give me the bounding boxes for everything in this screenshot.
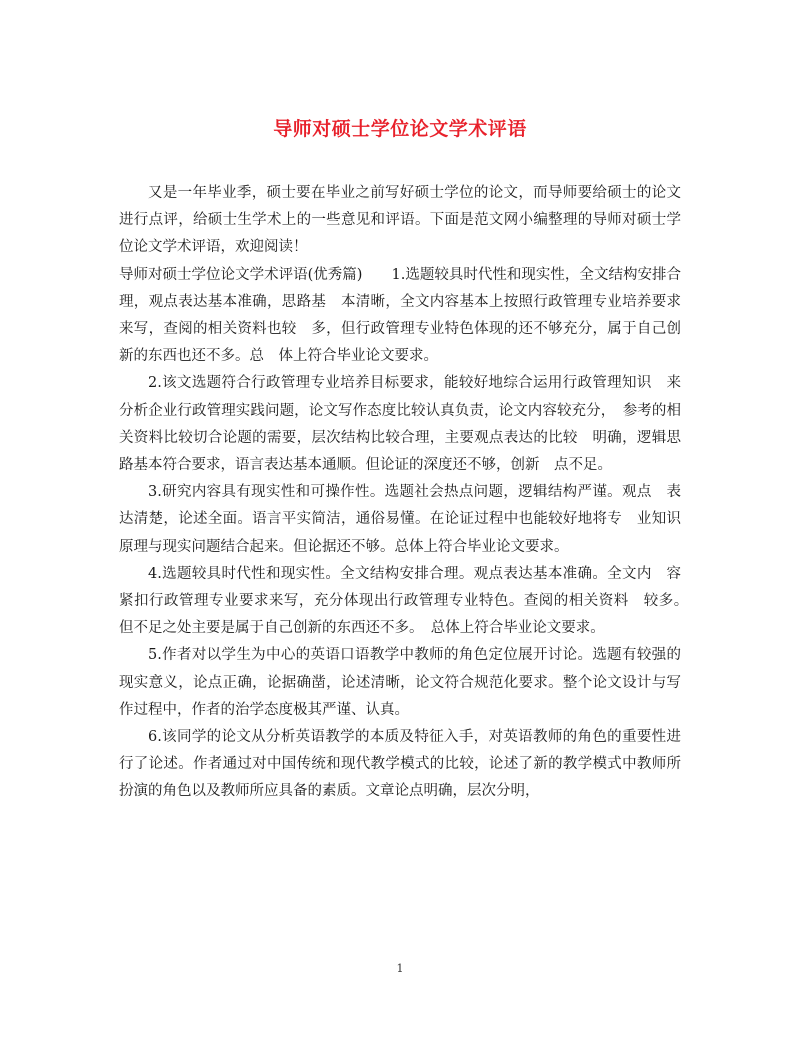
paragraph-2: 2.该文选题符合行政管理专业培养目标要求，能较好地综合运用行政管理知识 来分析企业行政管理实践问题，论文写作态度比较认真负责，论文内容较充分， 参考的相关资料比较切合论题的需要，层次结构比较合理，主要观点表达的比较 明确，逻辑思路基本符合要求，语言表达基本通顺。但论证的深度还不够，创新 点不足。 bbox=[119, 375, 681, 474]
paragraph-6: 6.该同学的论文从分析英语教学的本质及特征入手，对英语教师的角色的重要性进行了论述。作者通过对中国传统和现代教学模式的比较，论述了新的教学模式中教师所扮演的角色以及教师所应具备的素质。文章论点明确，层次分明， bbox=[119, 729, 681, 800]
paragraph-4: 4.选题较具时代性和现实性。全文结构安排合理。观点表达基本准确。全文内 容紧扣行政管理专业要求来写，充分体现出行政管理专业特色。查阅的相关资料 较多。 但不足之处主要是属于自己创新的东西还不多。 总体上符合毕业论文要求。 bbox=[119, 565, 696, 637]
document-title: 导师对硕士学位论文学术评语 bbox=[273, 118, 527, 140]
document-body bbox=[119, 180, 696, 806]
paragraph-3: 3.研究内容具有现实性和可操作性。选题社会热点问题，逻辑结构严谨。观点 表达清楚，论述全面。语言平实简洁，通俗易懂。在论证过程中也能较好地将专 业知识原理与现实问题结合起来。但论据还不够。总体上符合毕业论文要求。 bbox=[119, 484, 681, 555]
paragraph-5: 5.作者对以学生为中心的英语口语教学中教师的角色定位展开讨论。选题有较强的现实意义，论点正确，论据确凿，论述清晰，论文符合规范化要求。整个论文设计与写作过程中，作者的治学态度极其严谨、认真。 bbox=[119, 647, 681, 718]
page-number: 1 bbox=[396, 962, 404, 975]
paragraph-1: 导师对硕士学位论文学术评语(优秀篇) 1.选题较具时代性和现实性，全文结构安排合理，观点表达基本准确，思路基 本清晰，全文内容基本上按照行政管理专业培养要求来写，查阅的相关资料也较 多，但行政管理专业特色体现的还不够充分，属于自己创新的东西也还不多。总 体上符合毕业论文要求。 bbox=[119, 266, 681, 365]
paragraph-intro: 又是一年毕业季，硕士要在毕业之前写好硕士学位的论文，而导师要给硕士的论文进行点评，给硕士生学术上的一些意见和评语。下面是范文网小编整理的导师对硕士学位论文学术评语，欢迎阅读！ bbox=[119, 185, 681, 256]
